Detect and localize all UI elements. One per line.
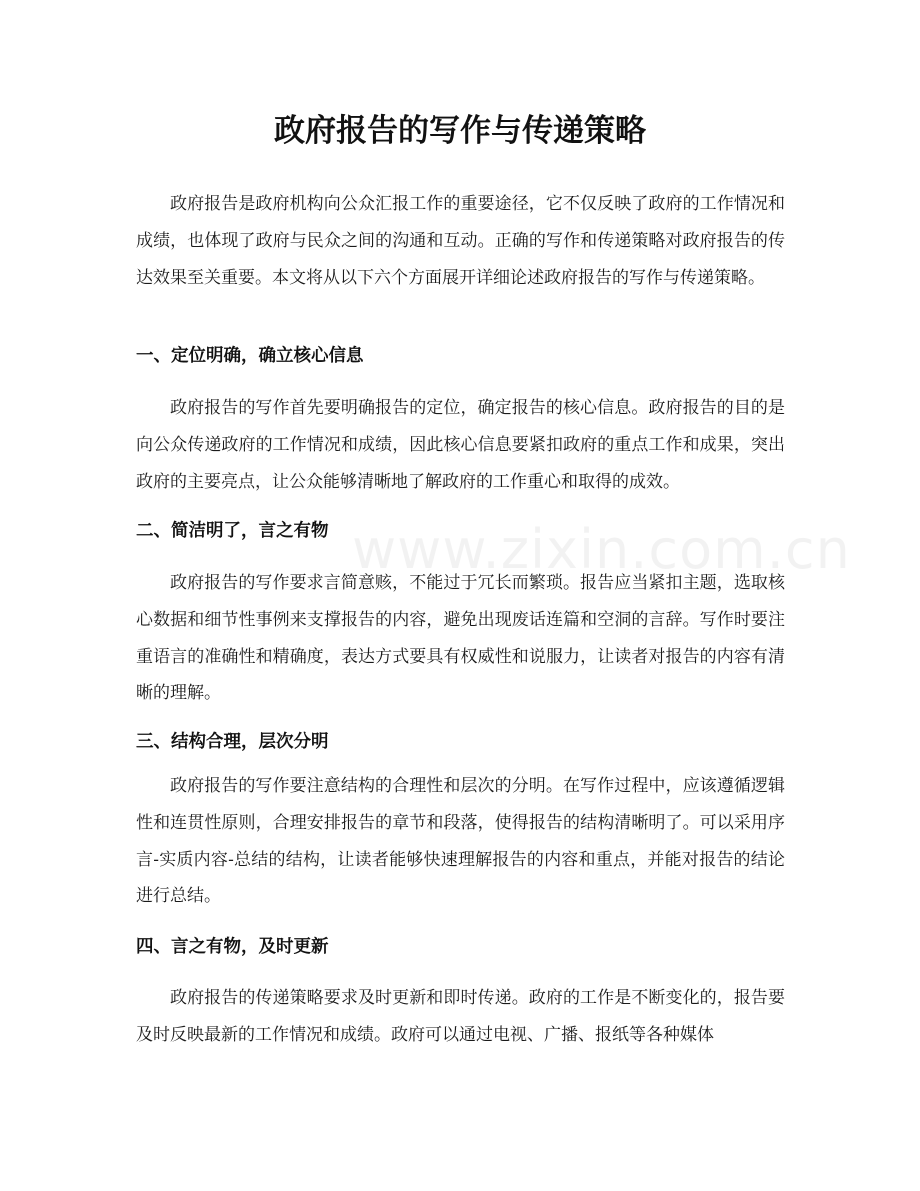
watermark: www.zixin.com.cn <box>352 518 851 581</box>
section-heading-1: 一、定位明确，确立核心信息 <box>136 346 364 366</box>
document-title: 政府报告的写作与传递策略 <box>274 113 646 149</box>
section-heading-3: 三、结构合理，层次分明 <box>136 732 329 752</box>
section-body-4: 政府报告的传递策略要求及时更新和即时传递。政府的工作是不断变化的，报告要及时反映最新的工作情况和成绩。政府可以通过电视、广播、报纸等各种媒体 <box>136 988 785 1045</box>
section-body-3: 政府报告的写作要注意结构的合理性和层次的分明。在写作过程中，应该遵循逻辑性和连贯性原则，合理安排报告的章节和段落，使得报告的结构清晰明了。可以采用序言-实质内容-总结的结构，让读者能够快速理解报告的内容和重点，并能对报告的结论进行总结。 <box>136 776 785 907</box>
section-body-2: 政府报告的写作要求言简意赅，不能过于冗长而繁琐。报告应当紧扣主题，选取核心数据和细节性事例来支撑报告的内容，避免出现废话连篇和空洞的言辞。写作时要注重语言的准确性和精确度，表达方式要具有权威性和说服力，让读者对报告的内容有清晰的理解。 <box>136 573 785 704</box>
intro-paragraph: 政府报告是政府机构向公众汇报工作的重要途径，它不仅反映了政府的工作情况和成绩，也体现了政府与民众之间的沟通和互动。正确的写作和传递策略对政府报告的传达效果至关重要。本文将从以下六个方面展开详细论述政府报告的写作与传递策略。 <box>136 194 785 288</box>
section-body-1: 政府报告的写作首先要明确报告的定位，确定报告的核心信息。政府报告的目的是向公众传递政府的工作情况和成绩，因此核心信息要紧扣政府的重点工作和成果，突出政府的主要亮点，让公众能够清晰地了解政府的工作重心和取得的成效。 <box>136 398 785 492</box>
section-heading-4: 四、言之有物，及时更新 <box>136 937 329 957</box>
section-heading-2: 二、简洁明了，言之有物 <box>136 521 329 541</box>
